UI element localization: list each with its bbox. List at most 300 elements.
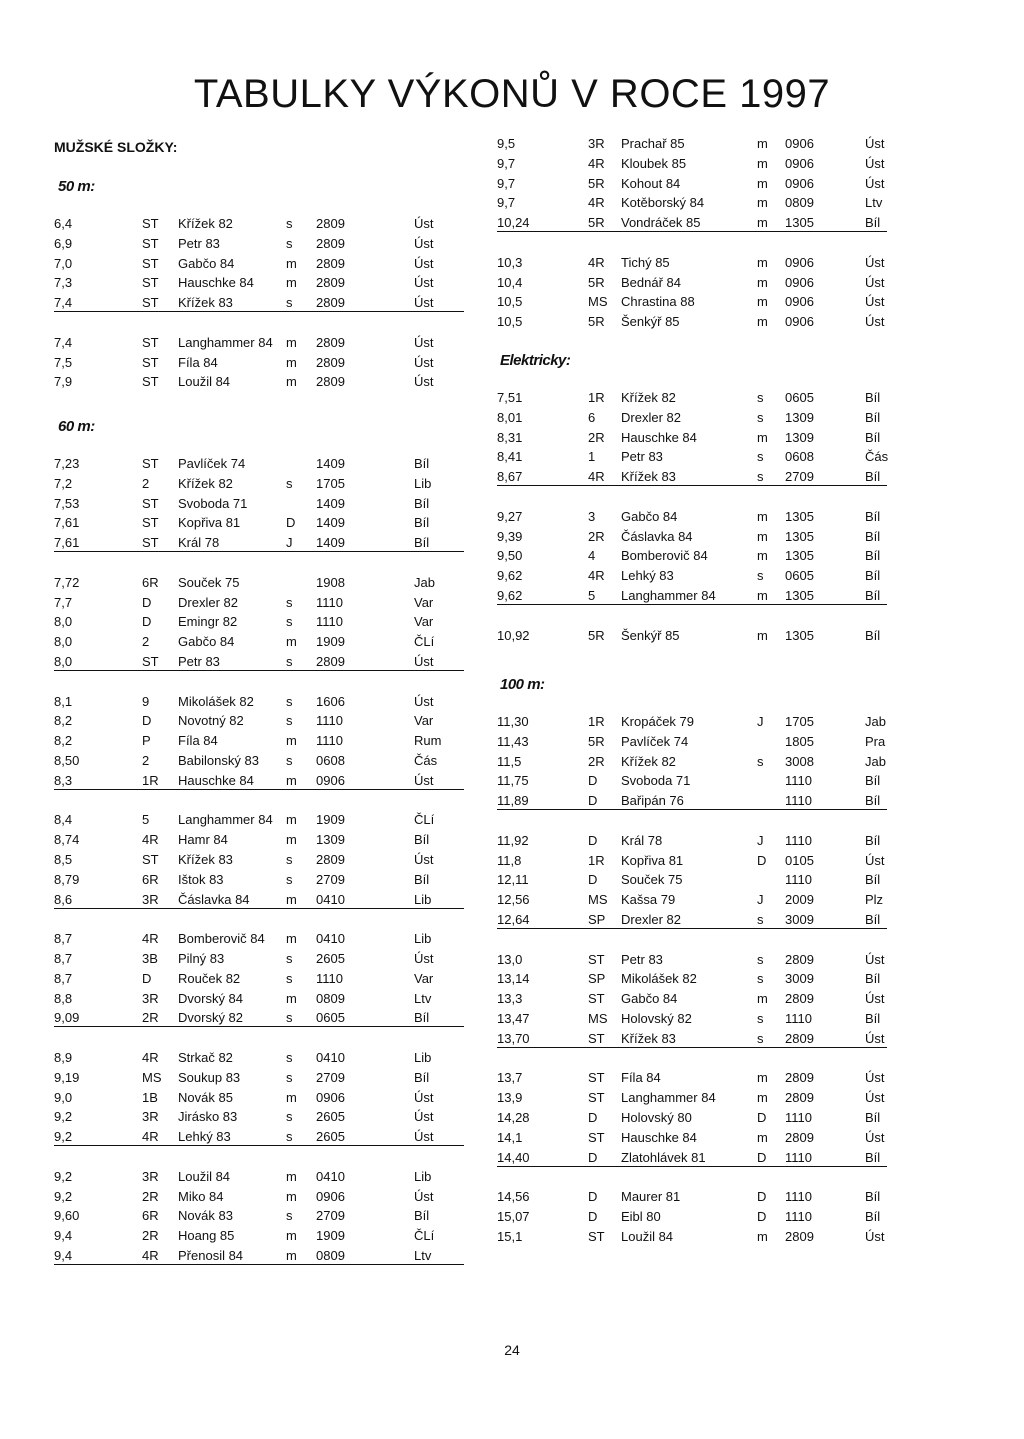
cell-venue: Bíl	[865, 548, 881, 564]
table-row	[54, 929, 464, 948]
table-row	[497, 388, 887, 407]
cell-venue: Úst	[414, 354, 434, 370]
cell-athlete: Kotěborský 84	[621, 195, 705, 211]
cell-result: 12,11	[497, 872, 529, 888]
cell-date: 0906	[785, 274, 814, 290]
table-row	[54, 494, 464, 513]
table-row	[54, 214, 464, 233]
cell-venue: ČLí	[414, 634, 435, 650]
cell-date: 2709	[316, 1208, 345, 1224]
cell-date: 3009	[785, 912, 814, 927]
cell-category: s	[286, 614, 293, 630]
cell-result: 9,0	[54, 1089, 73, 1105]
cell-result: 8,1	[54, 693, 73, 709]
cell-result: 8,01	[497, 409, 523, 425]
table-row	[497, 408, 887, 427]
cell-athlete: Prachař 85	[621, 136, 685, 151]
cell-category: s	[757, 1011, 764, 1026]
table-row	[54, 1206, 464, 1225]
cell-venue: Úst	[865, 175, 885, 191]
cell-category: s	[286, 235, 293, 251]
cell-date: 2809	[316, 354, 345, 370]
cell-venue: Úst	[414, 374, 434, 390]
cell-place: ST	[142, 334, 159, 350]
cell-result: 8,0	[54, 634, 73, 650]
cell-place: 5R	[588, 215, 605, 231]
cell-result: 9,4	[54, 1228, 73, 1244]
cell-result: 10,24	[497, 215, 530, 231]
cell-result: 9,62	[497, 588, 523, 603]
cell-category: m	[757, 627, 768, 643]
cell-athlete: Novotný 82	[178, 713, 244, 729]
cell-result: 7,23	[54, 456, 80, 471]
cell-category: m	[757, 136, 768, 151]
cell-category: s	[286, 1010, 293, 1026]
cell-result: 11,30	[497, 714, 529, 729]
cell-venue: Lib	[414, 931, 432, 947]
cell-date: 2809	[316, 654, 345, 669]
cell-athlete: Langhammer 84	[621, 1090, 716, 1106]
cell-athlete: Křížek 83	[178, 852, 233, 867]
cell-athlete: Holovský 80	[621, 1110, 692, 1125]
table-row	[497, 771, 887, 790]
cell-result: 8,3	[54, 772, 73, 788]
cell-result: 7,9	[54, 374, 73, 390]
cell-category: m	[286, 1188, 297, 1204]
cell-place: 5R	[588, 175, 605, 191]
cell-date: 2605	[316, 1109, 345, 1125]
cell-result: 13,70	[497, 1030, 530, 1046]
cell-category: s	[286, 951, 293, 966]
cell-place: 3R	[142, 891, 159, 907]
cell-venue: Bíl	[865, 588, 881, 603]
cell-place: MS	[142, 1069, 162, 1085]
cell-venue: Bíl	[865, 1011, 881, 1026]
table-row	[497, 546, 887, 565]
cell-athlete: Chrastina 88	[621, 294, 695, 310]
cell-date: 1909	[316, 1228, 345, 1244]
cell-date: 1305	[785, 627, 814, 643]
cell-place: D	[588, 793, 598, 809]
cell-date: 1110	[785, 872, 812, 888]
cell-venue: Úst	[414, 693, 434, 709]
cell-category: m	[286, 832, 297, 848]
table-row	[497, 312, 887, 331]
cell-venue: Úst	[414, 654, 434, 669]
table-row	[54, 1088, 464, 1107]
cell-place: 4R	[142, 832, 159, 848]
table-row	[497, 1148, 887, 1167]
cell-date: 0906	[785, 314, 814, 330]
cell-category: J	[757, 714, 764, 729]
cell-athlete: Miko 84	[178, 1188, 224, 1204]
table-row	[497, 507, 887, 526]
cell-result: 13,9	[497, 1090, 523, 1106]
cell-date: 0410	[316, 931, 345, 947]
cell-athlete: Eibl 80	[621, 1209, 661, 1224]
cell-place: MS	[588, 892, 608, 908]
cell-place: ST	[588, 1090, 605, 1106]
cell-venue: Lib	[414, 1168, 432, 1184]
cell-result: 9,4	[54, 1248, 73, 1263]
cell-venue: Úst	[414, 852, 434, 867]
cell-venue: Bíl	[414, 871, 430, 887]
cell-category: m	[757, 548, 768, 564]
table-row	[54, 372, 464, 391]
cell-venue: Úst	[414, 275, 434, 291]
table-row	[497, 134, 887, 153]
cell-place: 1R	[588, 852, 605, 868]
cell-category: s	[286, 970, 293, 986]
cell-athlete: Emingr 82	[178, 614, 238, 630]
cell-place: SP	[588, 912, 606, 927]
cell-venue: Bíl	[865, 215, 881, 231]
cell-date: 2809	[785, 1030, 814, 1046]
cell-place: D	[588, 1209, 598, 1224]
table-row	[54, 989, 464, 1008]
cell-athlete: Kropáček 79	[621, 714, 694, 729]
cell-place: 2	[142, 475, 150, 491]
cell-category: m	[757, 508, 768, 524]
cell-date: 1110	[316, 713, 343, 729]
cell-place: 4R	[142, 1248, 159, 1263]
cell-date: 1409	[316, 456, 345, 471]
cell-result: 9,50	[497, 548, 523, 564]
cell-place: D	[588, 832, 598, 848]
cell-result: 9,2	[54, 1188, 73, 1204]
cell-category: m	[757, 1070, 768, 1086]
cell-date: 2809	[316, 235, 345, 251]
cell-venue: Pra	[865, 733, 886, 749]
cell-date: 0605	[785, 390, 814, 405]
cell-athlete: Rouček 82	[178, 970, 241, 986]
cell-date: 2809	[785, 1090, 814, 1106]
cell-place: ST	[588, 1228, 605, 1244]
cell-place: 1B	[142, 1089, 158, 1105]
cell-venue: Úst	[865, 1070, 885, 1086]
cell-category: s	[286, 475, 293, 491]
cell-place: D	[588, 1149, 598, 1165]
cell-athlete: Pilný 83	[178, 951, 225, 966]
cell-venue: Lib	[414, 475, 432, 491]
cell-category: m	[286, 812, 297, 828]
cell-category: J	[286, 535, 293, 551]
cell-result: 7,4	[54, 295, 73, 311]
cell-date: 2809	[785, 951, 814, 967]
cell-result: 14,40	[497, 1149, 530, 1165]
cell-result: 8,74	[54, 832, 80, 848]
table-row	[54, 711, 464, 730]
cell-result: 8,7	[54, 931, 73, 947]
cell-result: 11,89	[497, 793, 529, 809]
cell-venue: Úst	[865, 1129, 885, 1145]
cell-athlete: Křížek 83	[621, 1030, 676, 1046]
cell-athlete: Tichý 85	[621, 254, 670, 270]
cell-athlete: Čáslavka 84	[621, 528, 693, 544]
table-row	[497, 566, 887, 585]
table-row	[497, 213, 887, 232]
cell-venue: Úst	[865, 1228, 885, 1244]
cell-venue: Bíl	[865, 409, 881, 425]
cell-athlete: Šenkýř 85	[621, 627, 680, 643]
table-row	[497, 950, 887, 969]
cell-category: s	[286, 594, 293, 610]
cell-category: m	[286, 1228, 297, 1244]
cell-venue: Bíl	[865, 1110, 881, 1125]
cell-date: 0906	[785, 175, 814, 191]
cell-venue: Úst	[865, 155, 885, 171]
cell-venue: Bíl	[865, 1149, 881, 1165]
cell-category: s	[757, 951, 764, 967]
cell-venue: Úst	[414, 216, 434, 231]
table-row	[497, 831, 887, 850]
table-row	[54, 810, 464, 829]
cell-place: D	[588, 773, 598, 789]
cell-result: 7,51	[497, 390, 523, 405]
cell-date: 0410	[316, 1168, 345, 1184]
cell-venue: Čás	[414, 753, 438, 768]
cell-date: 1110	[785, 1110, 812, 1125]
cell-athlete: Kloubek 85	[621, 155, 687, 171]
cell-category: s	[757, 390, 764, 405]
cell-venue: Bíl	[414, 456, 430, 471]
cell-result: 9,5	[497, 136, 516, 151]
cell-category: m	[286, 634, 297, 650]
cell-athlete: Křížek 83	[178, 295, 233, 311]
table-row	[497, 174, 887, 193]
cell-athlete: Drexler 82	[178, 594, 238, 610]
cell-date: 0410	[316, 891, 345, 907]
table-row	[54, 870, 464, 889]
cell-place: ST	[588, 1070, 605, 1086]
cell-date: 1409	[316, 515, 345, 531]
cell-category: J	[757, 892, 764, 908]
cell-category: m	[757, 175, 768, 191]
cell-venue: Bíl	[865, 1209, 881, 1224]
table-row	[497, 1227, 887, 1246]
cell-category: s	[757, 912, 764, 927]
cell-category: m	[286, 275, 297, 291]
cell-category: m	[286, 1089, 297, 1105]
cell-place: ST	[142, 255, 159, 271]
table-row	[54, 254, 464, 273]
cell-category: s	[286, 753, 293, 768]
table-row	[497, 154, 887, 173]
cell-date: 1305	[785, 548, 814, 564]
cell-venue: ČLí	[414, 1228, 435, 1244]
cell-category: m	[757, 155, 768, 171]
cell-result: 9,09	[54, 1010, 80, 1026]
cell-place: ST	[142, 216, 159, 231]
table-row	[497, 732, 887, 751]
cell-venue: Úst	[414, 1129, 434, 1145]
cell-result: 9,7	[497, 175, 516, 191]
cell-athlete: Kopřiva 81	[178, 515, 241, 531]
cell-place: 1R	[588, 714, 605, 729]
cell-place: 3R	[588, 136, 605, 151]
table-row	[54, 293, 464, 312]
cell-date: 0906	[316, 1089, 345, 1105]
cell-athlete: Souček 75	[621, 872, 683, 888]
cell-date: 1705	[785, 714, 814, 729]
cell-athlete: Pavlíček 74	[621, 733, 689, 749]
cell-category: s	[286, 216, 293, 231]
cell-athlete: Bařipán 76	[621, 793, 684, 809]
cell-athlete: Novák 85	[178, 1089, 233, 1105]
table-row	[54, 731, 464, 750]
cell-venue: Rum	[414, 733, 442, 749]
cell-result: 6,4	[54, 216, 73, 231]
cell-result: 7,3	[54, 275, 73, 291]
cell-category: m	[757, 1228, 768, 1244]
cell-date: 0605	[785, 568, 814, 584]
cell-venue: Úst	[414, 772, 434, 788]
cell-date: 1110	[316, 970, 343, 986]
cell-venue: Bíl	[865, 568, 881, 584]
cell-venue: Jab	[865, 714, 886, 729]
table-row	[54, 1187, 464, 1206]
cell-athlete: Kašsa 79	[621, 892, 676, 908]
cell-date: 0809	[316, 990, 345, 1006]
cell-place: 3	[588, 508, 596, 524]
cell-result: 8,9	[54, 1050, 73, 1065]
cell-athlete: Maurer 81	[621, 1189, 681, 1205]
cell-venue: Bíl	[865, 1189, 881, 1205]
cell-place: 9	[142, 693, 150, 709]
cell-date: 0809	[785, 195, 814, 211]
cell-athlete: Gabčo 84	[621, 508, 678, 524]
cell-date: 0608	[785, 449, 814, 465]
cell-date: 1305	[785, 588, 814, 603]
cell-venue: Bíl	[414, 832, 430, 848]
cell-athlete: Petr 83	[178, 235, 220, 251]
section-label: 100 m:	[500, 676, 545, 693]
cell-result: 8,2	[54, 733, 73, 749]
cell-category: s	[757, 971, 764, 987]
cell-place: ST	[142, 654, 159, 669]
cell-place: 2R	[142, 1188, 159, 1204]
cell-athlete: Bomberovič 84	[621, 548, 708, 564]
table-row	[54, 612, 464, 631]
cell-athlete: Svoboda 71	[178, 495, 248, 511]
cell-result: 8,0	[54, 614, 73, 630]
cell-result: 12,56	[497, 892, 530, 908]
cell-place: 4R	[588, 155, 605, 171]
table-row	[497, 910, 887, 929]
cell-place: 3R	[142, 1168, 159, 1184]
table-row	[54, 1048, 464, 1067]
cell-venue: Bíl	[865, 390, 881, 405]
cell-category: s	[757, 409, 764, 425]
cell-date: 1110	[316, 733, 343, 749]
cell-date: 0105	[785, 852, 814, 868]
cell-date: 1909	[316, 812, 345, 828]
cell-place: D	[588, 872, 598, 888]
cell-venue: Var	[414, 970, 434, 986]
cell-place: ST	[588, 991, 605, 1007]
cell-place: 1R	[588, 390, 605, 405]
cell-result: 9,2	[54, 1168, 73, 1184]
cell-date: 2809	[316, 852, 345, 867]
cell-venue: Bíl	[414, 495, 430, 511]
cell-result: 15,07	[497, 1209, 530, 1224]
cell-athlete: Hauschke 84	[178, 275, 254, 291]
cell-venue: Bíl	[865, 971, 881, 987]
cell-athlete: Křížek 83	[621, 469, 676, 485]
cell-category: m	[286, 891, 297, 907]
table-row	[497, 712, 887, 731]
cell-category: s	[286, 693, 293, 709]
cell-date: 2605	[316, 1129, 345, 1145]
table-row	[54, 850, 464, 869]
cell-athlete: Babilonský 83	[178, 753, 259, 768]
table-row	[497, 527, 887, 546]
cell-result: 9,7	[497, 195, 516, 211]
table-row	[54, 692, 464, 711]
cell-venue: Úst	[414, 255, 434, 271]
cell-venue: Jab	[414, 574, 435, 590]
cell-athlete: Fíla 84	[178, 733, 218, 749]
cell-category: D	[286, 515, 296, 531]
cell-place: 4	[588, 548, 596, 564]
cell-athlete: Mikolášek 82	[621, 971, 697, 987]
cell-place: 3R	[142, 990, 159, 1006]
cell-category: s	[286, 654, 293, 669]
table-row	[54, 751, 464, 770]
table-row	[54, 1246, 464, 1265]
cell-venue: Bíl	[414, 515, 430, 531]
cell-category: D	[757, 852, 767, 868]
cell-athlete: Fíla 84	[178, 354, 218, 370]
cell-venue: Úst	[865, 951, 885, 967]
cell-venue: Čás	[865, 449, 889, 465]
table-row	[497, 851, 887, 870]
table-row	[54, 454, 464, 473]
cell-date: 2809	[785, 1129, 814, 1145]
cell-athlete: Langhammer 84	[178, 334, 273, 350]
cell-result: 8,7	[54, 970, 73, 986]
cell-place: 2	[142, 753, 150, 768]
cell-result: 9,2	[54, 1129, 73, 1145]
cell-date: 1409	[316, 495, 345, 511]
cell-date: 1705	[316, 475, 345, 491]
cell-athlete: Strkač 82	[178, 1050, 233, 1065]
cell-result: 13,3	[497, 991, 523, 1007]
cell-venue: Var	[414, 713, 434, 729]
cell-date: 1110	[785, 1149, 812, 1165]
cell-category: m	[757, 1090, 768, 1106]
cell-venue: Úst	[414, 951, 434, 966]
cell-place: ST	[142, 295, 159, 311]
cell-athlete: Hoang 85	[178, 1228, 235, 1244]
cell-athlete: Gabčo 84	[178, 634, 235, 650]
cell-place: MS	[588, 294, 608, 310]
cell-result: 11,92	[497, 832, 529, 848]
cell-result: 7,53	[54, 495, 80, 511]
cell-athlete: Křížek 82	[178, 216, 233, 231]
table-row	[54, 830, 464, 849]
table-row	[497, 467, 887, 486]
table-row	[54, 1008, 464, 1027]
cell-venue: Ltv	[414, 990, 432, 1006]
cell-athlete: Lehký 83	[621, 568, 674, 584]
cell-athlete: Král 78	[178, 535, 220, 551]
section-label: 50 m:	[58, 178, 95, 195]
cell-place: 2	[142, 634, 150, 650]
table-row	[497, 1187, 887, 1206]
cell-result: 13,14	[497, 971, 530, 987]
cell-athlete: Gabčo 84	[178, 255, 235, 271]
